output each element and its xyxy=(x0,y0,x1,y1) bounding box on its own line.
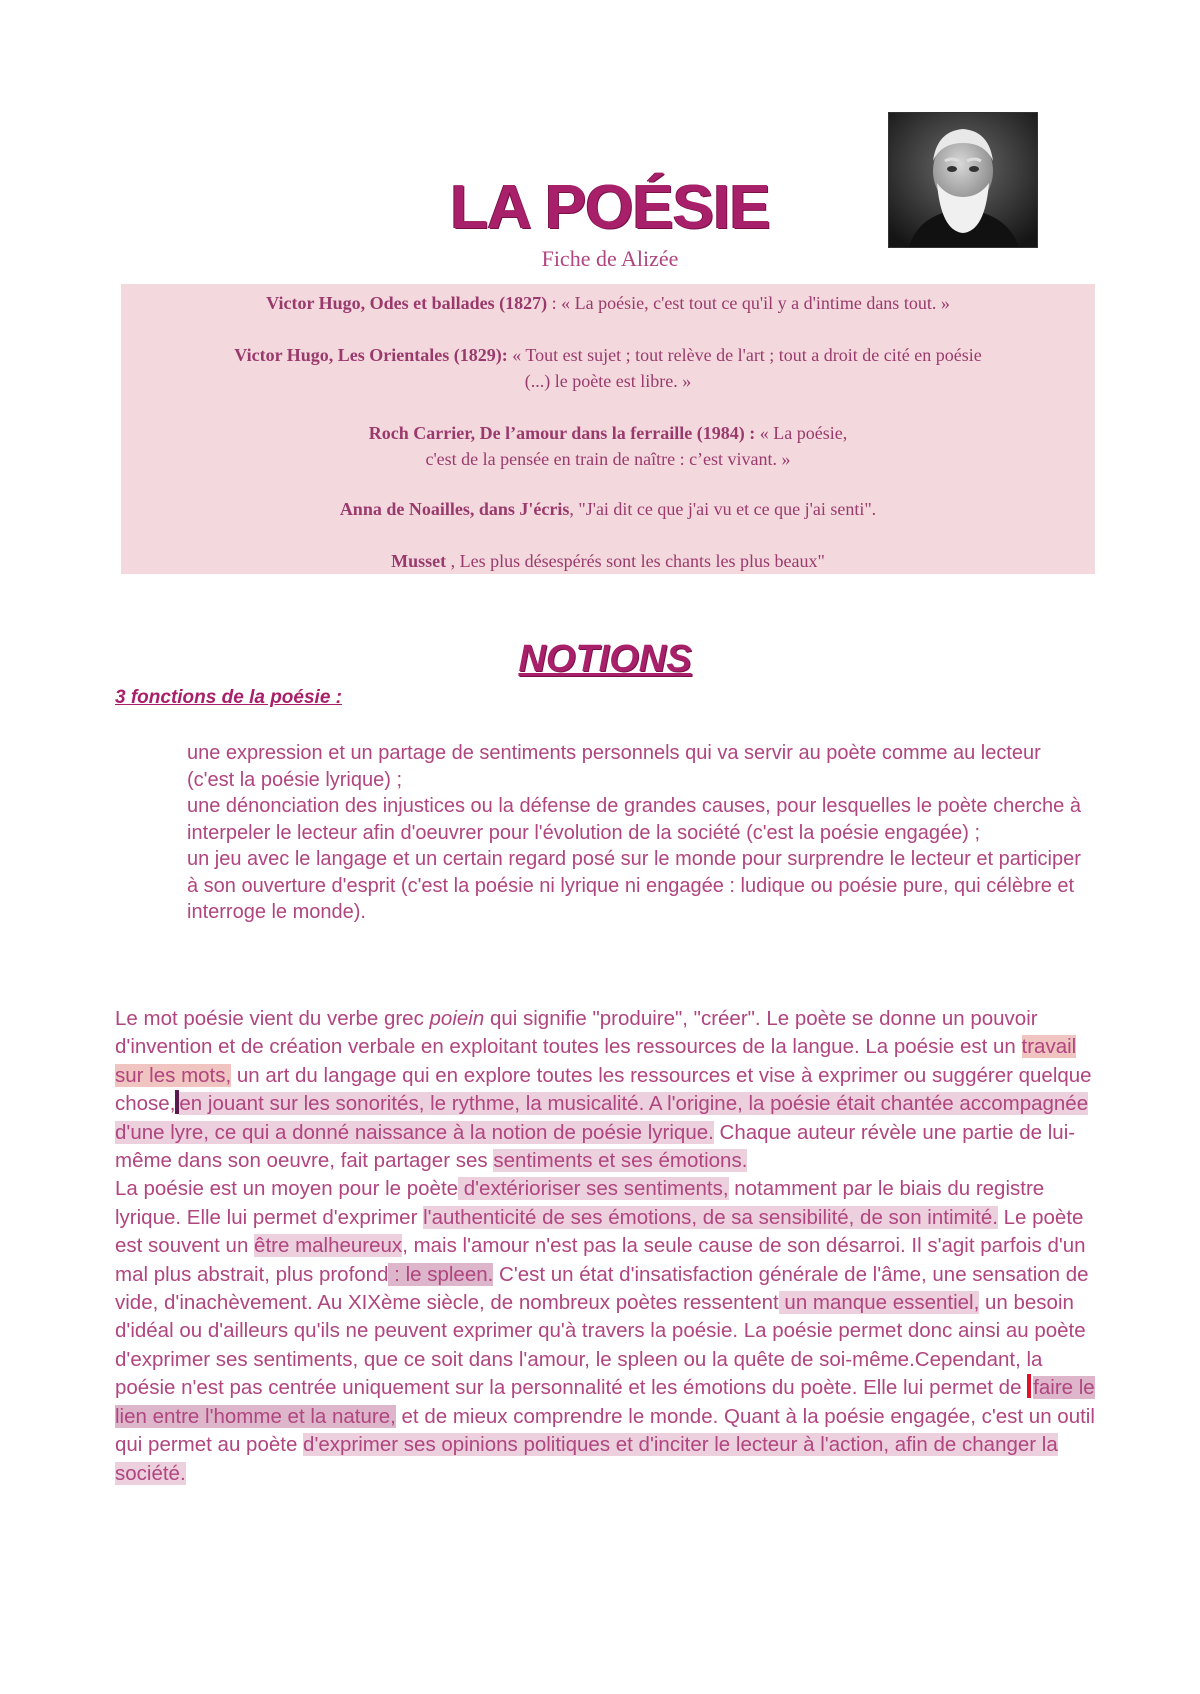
highlight: un manque essentiel, xyxy=(778,1291,980,1315)
highlight: en jouant sur les sonorités, le rythme, la musicalité. A l'origine, la poésie était chantée accompagnée d'une lyre, ce qui a donné naissance à la notion de poésie lyrique. xyxy=(115,1092,1089,1144)
quote-source: Musset xyxy=(391,551,447,571)
highlight: sentiments et ses émotions. xyxy=(493,1149,748,1173)
page-subtitle: Fiche de Alizée xyxy=(541,246,679,271)
highlight: l'authenticité de ses émotions, de sa sensibilité, de son intimité. xyxy=(423,1205,998,1229)
quote-text: c'est de la pensée en train de naître : c’est vivant. » xyxy=(425,449,791,469)
text-run: Le mot poésie vient du verbe grec xyxy=(115,1007,430,1030)
quote-text: : « La poésie, c'est tout ce qu'il y a d'intime dans tout. » xyxy=(547,293,950,313)
quote-source: Anna de Noailles, dans J'écris xyxy=(339,499,570,519)
quote-source: Victor Hugo, Les Orientales (1829): xyxy=(234,345,508,365)
portrait-photo-icon xyxy=(888,112,1038,248)
text-run: et de mieux comprendre le monde. Quant à la poésie engagée, c'est un outil qui permet au poète xyxy=(115,1404,1095,1457)
portrait-svg xyxy=(889,113,1037,247)
highlight: être malheureux xyxy=(254,1234,403,1258)
text-run: Chaque auteur révèle une partie de lui-même dans son oeuvre, fait partager ses xyxy=(115,1120,1076,1173)
text-run: La poésie est un moyen pour le poète xyxy=(115,1177,459,1201)
quote-text: « La poésie, xyxy=(755,423,848,443)
highlight: faire le lien entre l'homme et la nature, xyxy=(115,1376,1095,1428)
highlight: d'exprimer ses opinions politiques et d'inciter le lecteur à l'action, afin de changer la société. xyxy=(115,1433,1058,1485)
list-item: une expression et un partage de sentiments personnels qui va servir au poète comme au lecteur (c'est la poésie lyrique) ; xyxy=(187,742,1041,791)
fonctions-title: 3 fonctions de la poésie : xyxy=(115,687,342,708)
quote-hugo-odes xyxy=(121,290,1095,316)
highlight: travail sur les mots, xyxy=(115,1035,1077,1087)
page-title: LA POÉSIE xyxy=(450,173,770,242)
text-run: , mais l'amour n'est pas la seule cause de son désarroi. Il s'agit parfois d'un mal plus abstrait, plus profond xyxy=(115,1234,1086,1286)
quote-source: Roch Carrier, De l’amour dans la ferraille (1984) : xyxy=(368,423,756,443)
text-run: un art du langage qui en explore toutes les ressources et vise à exprimer ou suggérer quelque chose, xyxy=(115,1063,1092,1116)
quote-hugo-orientales xyxy=(121,342,1095,394)
text-run: un besoin d'idéal ou d'ailleurs qu'ils ne peuvent exprimer qu'à travers la poésie. La poésie permet donc ainsi au poète d'exprimer ses sentiments, que ce soit dans l'amour, le spleen ou la quête de soi-même.Cependant, la poésie n'est pas centrée uniquement sur la personnalité et les émotions du poète. Elle lui permet de xyxy=(115,1291,1086,1400)
text-run: C'est un état d'insatisfaction générale de l'âme, une sensation de vide, d'inachèvement. Au XIXème siècle, de nombreux poètes ressentent xyxy=(115,1262,1089,1315)
text-run: qui signifie "produire", "créer". Le poète se donne un pouvoir d'invention et de création verbale en exploitant toutes les ressources de la langue. La poésie est un xyxy=(115,1007,1038,1059)
quote-text: « Tout est sujet ; tout relève de l'art ; tout a droit de cité en poésie xyxy=(507,345,982,365)
quote-text: (...) le poète est libre. » xyxy=(524,371,692,391)
quote-musset xyxy=(121,548,1095,574)
list-item: un jeu avec le langage et un certain regard posé sur le monde pour surprendre le lecteur et participer à son ouverture d'esprit (c'est la poésie ni lyrique ni engagée : ludique ou poésie pure, qui célèbre et interroge le monde). xyxy=(187,848,1081,923)
main-paragraph xyxy=(115,1005,1100,1488)
quote-source: Victor Hugo, Odes et ballades (1827) xyxy=(266,293,548,313)
text-run: notamment par le biais du registre lyrique. Elle lui permet d'exprimer xyxy=(115,1177,1045,1229)
quote-noailles xyxy=(121,496,1095,522)
fonctions-list xyxy=(187,740,1092,926)
quote-carrier xyxy=(121,420,1095,472)
highlight: d'extérioriser ses sentiments, xyxy=(458,1177,729,1201)
quotes-box xyxy=(121,284,1095,574)
notions-heading: NOTIONS xyxy=(518,638,692,680)
quote-text: , Les plus désespérés sont les chants les plus beaux" xyxy=(446,551,825,571)
highlight: : le spleen. xyxy=(388,1262,494,1286)
text-run-italic: poiein xyxy=(429,1007,485,1030)
text-run: Le poète est souvent un xyxy=(115,1205,1084,1258)
quote-text: , "J'ai dit ce que j'ai vu et ce que j'ai senti". xyxy=(569,499,877,519)
cursor-mark xyxy=(1027,1374,1031,1398)
list-item: une dénonciation des injustices ou la défense de grandes causes, pour lesquelles le poète cherche à interpeler le lecteur afin d'oeuvrer pour l'évolution de la société (c'est la poésie engagée) ; xyxy=(187,795,1081,844)
